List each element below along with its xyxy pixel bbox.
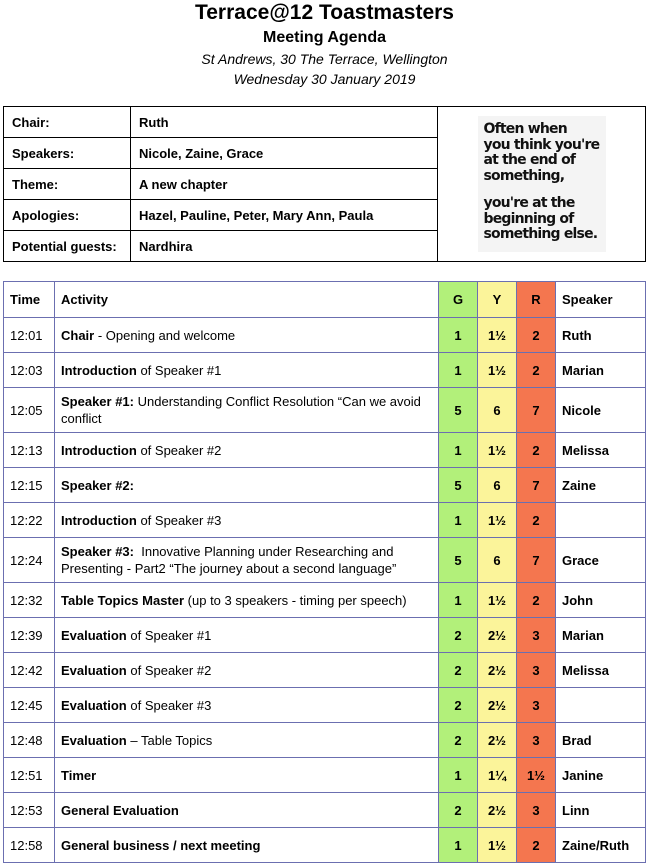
agenda-row	[4, 688, 646, 723]
red-time: 2	[517, 318, 556, 353]
activity-detail: of Speaker #1	[126, 627, 212, 643]
green-time: 1	[439, 353, 478, 388]
green-time: 2	[439, 653, 478, 688]
activity-role: Evaluation	[61, 697, 127, 713]
agenda-activity	[55, 583, 439, 618]
info-label: Apologies:	[4, 200, 131, 231]
agenda-row	[4, 618, 646, 653]
red-time: 7	[517, 468, 556, 503]
quote-line: something else.	[483, 226, 598, 242]
activity-detail: of Speaker #1	[136, 362, 222, 378]
agenda-time: 12:58	[4, 828, 55, 863]
green-time: 5	[439, 468, 478, 503]
yellow-time: 6	[478, 468, 517, 503]
green-time: 5	[439, 538, 478, 583]
activity-role: Speaker #2:	[61, 477, 134, 493]
agenda-speaker: Janine	[556, 758, 646, 793]
club-title: Terrace@12 Toastmasters	[194, 1, 454, 24]
agenda-speaker: Marian	[556, 618, 646, 653]
activity-role: Evaluation	[61, 732, 127, 748]
green-time: 2	[439, 793, 478, 828]
green-time: 1	[439, 433, 478, 468]
agenda-activity	[55, 468, 439, 503]
activity-role: Evaluation	[61, 627, 127, 643]
agenda-activity	[55, 653, 439, 688]
green-time: 1	[439, 583, 478, 618]
activity-detail: of Speaker #3	[126, 697, 212, 713]
agenda-speaker: Marian	[556, 353, 646, 388]
agenda-activity	[55, 618, 439, 653]
agenda-time: 12:15	[4, 468, 55, 503]
agenda-activity	[55, 758, 439, 793]
agenda-time: 12:03	[4, 353, 55, 388]
activity-role: Evaluation	[61, 662, 127, 678]
activity-detail: of Speaker #3	[136, 512, 222, 528]
yellow-time: 1½	[478, 318, 517, 353]
agenda-row	[4, 503, 646, 538]
agenda-time: 12:39	[4, 618, 55, 653]
yellow-time: 2½	[478, 653, 517, 688]
activity-role: General Evaluation	[61, 802, 179, 818]
green-time: 2	[439, 723, 478, 758]
agenda-row	[4, 318, 646, 353]
quote-line: you're at the	[483, 195, 575, 211]
agenda-row	[4, 583, 646, 618]
agenda-activity	[55, 538, 439, 583]
info-value: Nicole, Zaine, Grace	[131, 138, 438, 169]
green-time: 2	[439, 688, 478, 723]
agenda-activity	[55, 388, 439, 433]
agenda-speaker: Grace	[556, 538, 646, 583]
activity-detail: Innovative Planning under Researching and Presenting - Part2 “The journey about a second language”	[61, 544, 398, 576]
info-value: Hazel, Pauline, Peter, Mary Ann, Paula	[131, 200, 438, 231]
yellow-time: 2½	[478, 688, 517, 723]
agenda-activity	[55, 688, 439, 723]
red-time: 7	[517, 538, 556, 583]
col-header-green: G	[439, 282, 478, 318]
activity-role: Table Topics Master	[61, 592, 185, 608]
agenda-activity	[55, 433, 439, 468]
red-time: 2	[517, 828, 556, 863]
green-time: 1	[439, 758, 478, 793]
agenda-speaker: Nicole	[556, 388, 646, 433]
quote-line: something,	[483, 167, 565, 184]
agenda-header-row	[4, 282, 646, 318]
activity-role: Speaker #1:	[61, 394, 134, 409]
yellow-time: 6	[478, 388, 517, 433]
info-value: Ruth	[131, 107, 438, 138]
red-time: 2	[517, 433, 556, 468]
activity-role: Timer	[61, 767, 97, 783]
info-label: Chair:	[4, 107, 131, 138]
agenda-speaker: Linn	[556, 793, 646, 828]
col-header-yellow: Y	[478, 282, 517, 318]
red-time: 2	[517, 583, 556, 618]
agenda-row	[4, 538, 646, 583]
agenda-activity	[55, 793, 439, 828]
activity-role: Introduction	[61, 442, 137, 458]
agenda-speaker: Zaine	[556, 468, 646, 503]
yellow-time: 1¼	[478, 758, 517, 793]
col-header-speaker: Speaker	[556, 282, 646, 318]
col-header-time: Time	[4, 282, 55, 318]
green-time: 1	[439, 503, 478, 538]
red-time: 2	[517, 503, 556, 538]
agenda-speaker: Melissa	[556, 433, 646, 468]
activity-detail: of Speaker #2	[136, 442, 222, 458]
agenda-body	[4, 318, 646, 863]
red-time: 1½	[517, 758, 556, 793]
red-time: 7	[517, 388, 556, 433]
green-time: 2	[439, 618, 478, 653]
agenda-activity	[55, 723, 439, 758]
agenda-time: 12:42	[4, 653, 55, 688]
agenda-row	[4, 828, 646, 863]
quote-line: at the end of	[483, 152, 576, 168]
quote-image	[478, 116, 606, 252]
activity-detail: - Opening and welcome	[94, 327, 236, 343]
agenda-table	[3, 281, 646, 863]
agenda-activity	[55, 318, 439, 353]
agenda-time: 12:53	[4, 793, 55, 828]
quote-line: Often when	[483, 121, 567, 137]
agenda-time: 12:24	[4, 538, 55, 583]
activity-role: Introduction	[61, 362, 137, 378]
activity-detail: – Table Topics	[126, 732, 213, 748]
yellow-time: 1½	[478, 353, 517, 388]
agenda-activity	[55, 353, 439, 388]
agenda-speaker	[556, 688, 646, 723]
agenda-speaker: Zaine/Ruth	[556, 828, 646, 863]
yellow-time: 6	[478, 538, 517, 583]
agenda-row	[4, 653, 646, 688]
green-time: 5	[439, 388, 478, 433]
agenda-speaker: Ruth	[556, 318, 646, 353]
date-line: Wednesday 30 January 2019	[233, 71, 416, 87]
agenda-time: 12:48	[4, 723, 55, 758]
agenda-time: 12:22	[4, 503, 55, 538]
agenda-row	[4, 723, 646, 758]
meeting-info-table	[3, 106, 646, 262]
info-value: Nardhira	[131, 231, 438, 262]
yellow-time: 1½	[478, 433, 517, 468]
agenda-speaker: Brad	[556, 723, 646, 758]
info-label: Speakers:	[4, 138, 131, 169]
red-time: 3	[517, 653, 556, 688]
yellow-time: 1½	[478, 503, 517, 538]
agenda-row	[4, 388, 646, 433]
info-row-chair	[4, 107, 646, 138]
activity-role: Introduction	[61, 512, 137, 528]
agenda-time: 12:13	[4, 433, 55, 468]
green-time: 1	[439, 828, 478, 863]
agenda-activity	[55, 503, 439, 538]
agenda-time: 12:05	[4, 388, 55, 433]
agenda-row	[4, 353, 646, 388]
green-time: 1	[439, 318, 478, 353]
agenda-speaker	[556, 503, 646, 538]
yellow-time: 1½	[478, 828, 517, 863]
agenda-row	[4, 758, 646, 793]
quote-line: beginning of	[483, 210, 574, 227]
agenda-time: 12:01	[4, 318, 55, 353]
col-header-activity: Activity	[55, 282, 439, 318]
activity-role: Chair	[61, 327, 95, 343]
agenda-time: 12:51	[4, 758, 55, 793]
red-time: 3	[517, 723, 556, 758]
info-label: Potential guests:	[4, 231, 131, 262]
activity-role: Speaker #3:	[61, 544, 134, 559]
agenda-speaker: John	[556, 583, 646, 618]
red-time: 3	[517, 688, 556, 723]
col-header-red: R	[517, 282, 556, 318]
yellow-time: 2½	[478, 793, 517, 828]
yellow-time: 2½	[478, 618, 517, 653]
agenda-row	[4, 433, 646, 468]
agenda-row	[4, 793, 646, 828]
red-time: 3	[517, 793, 556, 828]
activity-role: General business / next meeting	[61, 837, 261, 853]
activity-detail: (up to 3 speakers - timing per speech)	[184, 592, 407, 608]
agenda-time: 12:32	[4, 583, 55, 618]
activity-detail: Understanding Conflict Resolution “Can we avoid conflict	[61, 394, 425, 426]
info-value: A new chapter	[131, 169, 438, 200]
activity-detail: of Speaker #2	[126, 662, 212, 678]
info-label: Theme:	[4, 169, 131, 200]
red-time: 2	[517, 353, 556, 388]
quote-cell	[438, 107, 646, 262]
document-title: Meeting Agenda	[263, 29, 386, 46]
venue-line: St Andrews, 30 The Terrace, Wellington	[201, 51, 448, 67]
agenda-time: 12:45	[4, 688, 55, 723]
quote-line: you think you're	[483, 136, 600, 153]
agenda-speaker: Melissa	[556, 653, 646, 688]
red-time: 3	[517, 618, 556, 653]
yellow-time: 2½	[478, 723, 517, 758]
agenda-activity	[55, 828, 439, 863]
agenda-row	[4, 468, 646, 503]
yellow-time: 1½	[478, 583, 517, 618]
